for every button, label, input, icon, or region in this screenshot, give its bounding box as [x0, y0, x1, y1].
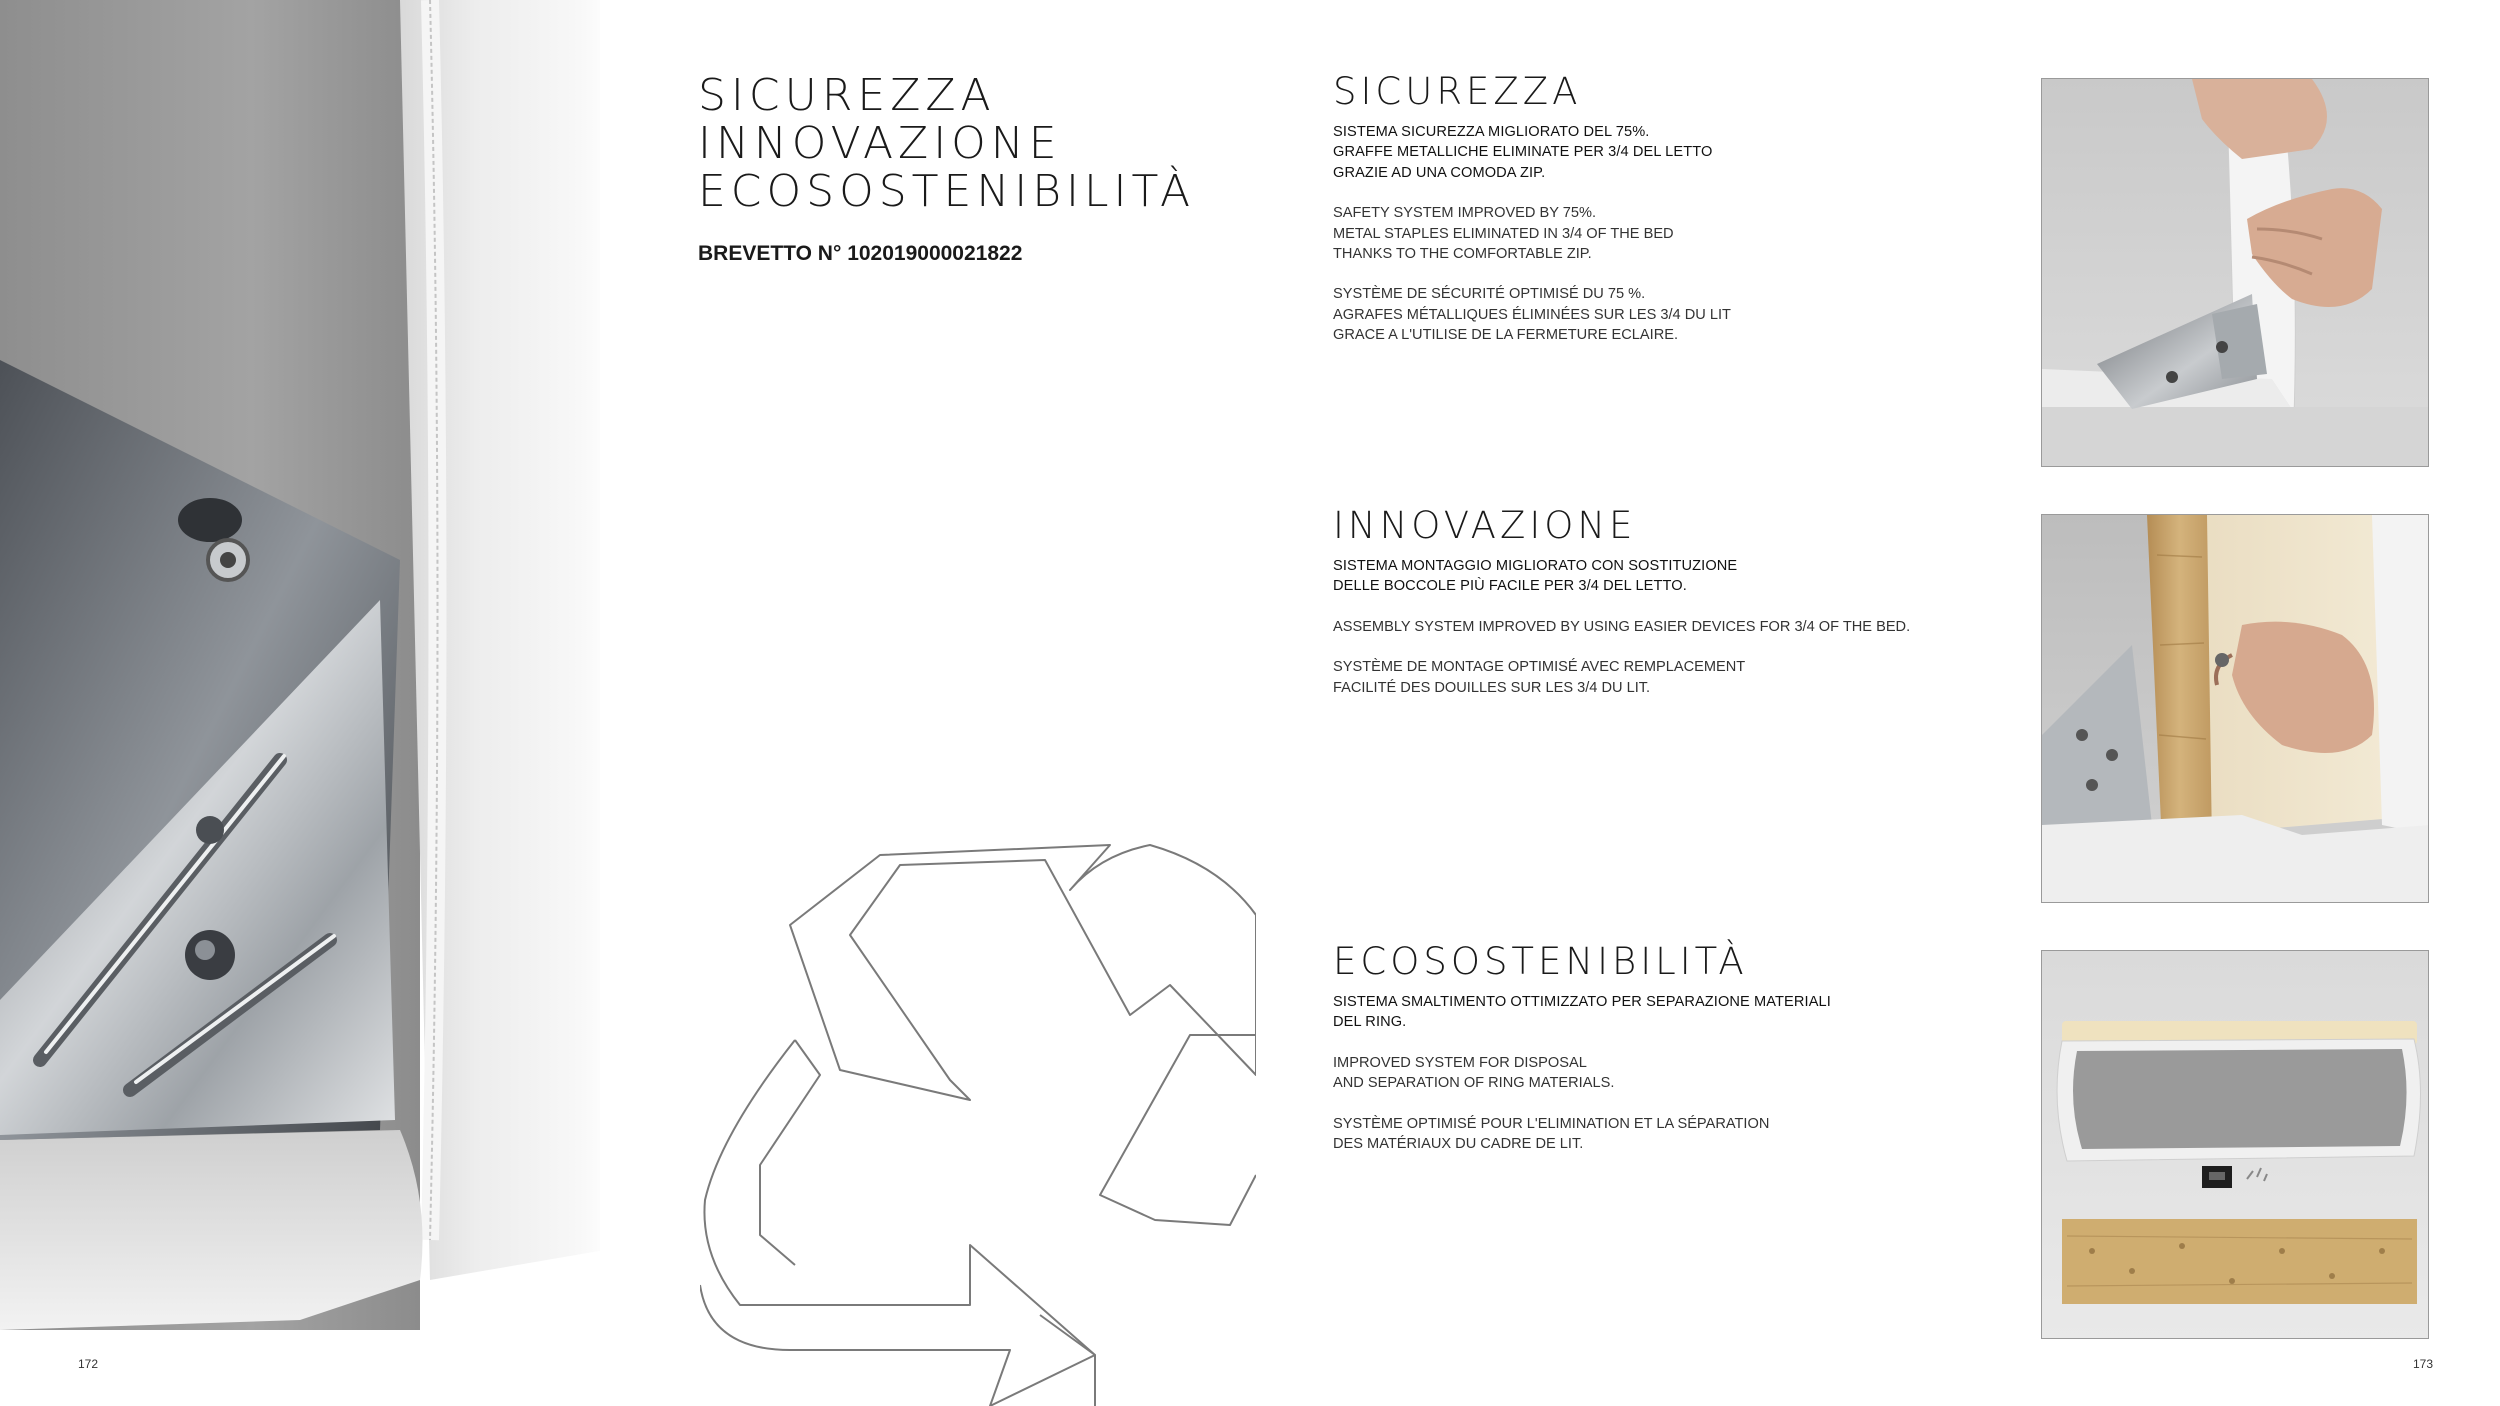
section-title: ECOSOSTENIBILITÀ: [1333, 940, 1748, 983]
text-line: SISTEMA SICUREZZA MIGLIORATO DEL 75%.: [1333, 124, 1650, 140]
section-ecosostenibilita: [1333, 942, 2053, 1174]
text-line: ASSEMBLY SYSTEM IMPROVED BY USING EASIER DEVICES FOR 3/4 OF THE BED.: [1333, 618, 1911, 635]
main-title-line-3: ECOSOSTENIBILITÀ: [698, 166, 1196, 217]
main-title-line-2: INNOVAZIONE: [698, 118, 1062, 169]
recycle-symbol: [700, 835, 1256, 1406]
text-english: [1333, 1053, 2053, 1094]
hero-photo: [0, 0, 630, 1406]
text-french: [1333, 657, 2053, 698]
section-sicurezza: [1333, 72, 2053, 366]
text-line: AGRAFES MÉTALLIQUES ÉLIMINÉES SUR LES 3/4 DU LIT: [1333, 306, 1731, 323]
text-line: DES MATÉRIAUX DU CADRE DE LIT.: [1333, 1136, 1584, 1153]
text-line: SYSTÈME OPTIMISÉ POUR L'ELIMINATION ET LA SÉPARATION: [1333, 1115, 1770, 1132]
text-italian: [1333, 556, 2053, 597]
text-french: [1333, 1114, 2053, 1155]
text-english: [1333, 203, 2053, 264]
text-line: GRAZIE AD UNA COMODA ZIP.: [1333, 164, 1546, 181]
text-line: SYSTÈME DE MONTAGE OPTIMISÉ AVEC REMPLACEMENT: [1333, 659, 1746, 676]
text-line: FACILITÉ DES DOUILLES SUR LES 3/4 DU LIT.: [1333, 679, 1651, 696]
page-number-left: 172: [78, 1357, 99, 1371]
text-italian: [1333, 122, 2053, 183]
patent-number: BREVETTO N° 102019000021822: [698, 242, 1023, 265]
text-line: SISTEMA SMALTIMENTO OTTIMIZZATO PER SEPARAZIONE MATERIALI: [1333, 994, 1831, 1010]
separated-materials-photo-icon: [2042, 951, 2429, 1339]
text-line: THANKS TO THE COMFORTABLE ZIP.: [1333, 246, 1592, 263]
photo-zip: [2041, 78, 2429, 467]
text-english: [1333, 617, 2053, 637]
photo-assembly: [2041, 514, 2429, 903]
section-title: SICUREZZA: [1333, 70, 1582, 113]
section-innovazione: [1333, 506, 2053, 718]
recycle-icon: [700, 835, 1256, 1406]
text-line: GRAFFE METALLICHE ELIMINATE PER 3/4 DEL LETTO: [1333, 144, 1713, 161]
text-french: [1333, 284, 2053, 345]
text-line: SYSTÈME DE SÉCURITÉ OPTIMISÉ DU 75 %.: [1333, 286, 1646, 303]
main-title-line-1: SICUREZZA: [698, 70, 996, 121]
hand-fixing-bracket-photo-icon: [2042, 515, 2429, 903]
bed-corner-bracket-photo-icon: [0, 0, 630, 1406]
text-line: SISTEMA MONTAGGIO MIGLIORATO CON SOSTITUZIONE: [1333, 558, 1738, 574]
text-line: AND SEPARATION OF RING MATERIALS.: [1333, 1075, 1615, 1092]
hands-closing-zip-photo-icon: [2042, 79, 2429, 467]
text-line: SAFETY SYSTEM IMPROVED BY 75%.: [1333, 205, 1597, 222]
text-line: DELLE BOCCOLE PIÙ FACILE PER 3/4 DEL LETTO.: [1333, 578, 1687, 595]
main-title: [698, 72, 1258, 216]
text-line: IMPROVED SYSTEM FOR DISPOSAL: [1333, 1054, 1587, 1071]
page-number-right: 173: [2413, 1357, 2434, 1371]
text-line: DEL RING.: [1333, 1014, 1407, 1031]
text-italian: [1333, 992, 2053, 1033]
photo-materials: [2041, 950, 2429, 1339]
text-line: METAL STAPLES ELIMINATED IN 3/4 OF THE BED: [1333, 225, 1674, 242]
section-title: INNOVAZIONE: [1333, 504, 1637, 547]
text-line: GRACE A L'UTILISE DE LA FERMETURE ECLAIRE.: [1333, 327, 1679, 344]
